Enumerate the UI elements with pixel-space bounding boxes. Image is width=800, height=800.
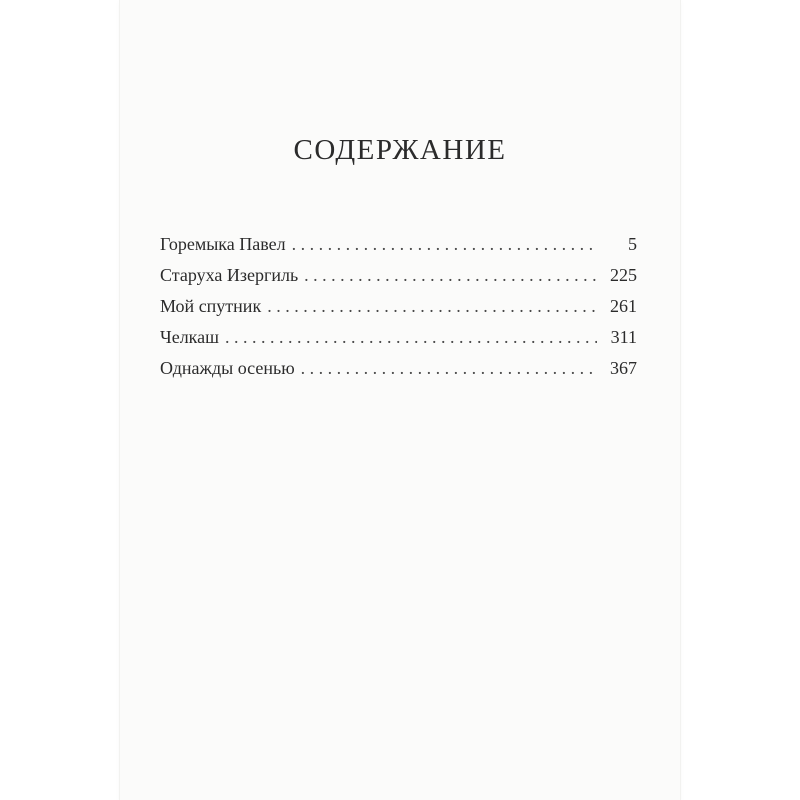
- dot-leader: [225, 327, 597, 348]
- toc-entry-title: Мой спутник: [160, 296, 262, 316]
- toc-entry-3: [160, 296, 637, 327]
- toc-entry-title: Старуха Изергиль: [160, 265, 299, 285]
- toc-entry-title: Челкаш: [160, 327, 219, 347]
- dot-leader: [304, 265, 597, 286]
- toc-entry-1: [160, 234, 637, 265]
- toc-entry-page: 5: [628, 234, 637, 254]
- toc-entry-2: [160, 265, 637, 296]
- toc-entry-page: 261: [610, 296, 637, 316]
- toc-entry-5: [160, 358, 637, 389]
- toc-entry-page: 367: [610, 358, 637, 378]
- table-of-contents: [160, 234, 637, 389]
- toc-entry-page: 311: [610, 327, 637, 347]
- page-title: СОДЕРЖАНИЕ: [293, 134, 507, 166]
- toc-entry-title: Однажды осенью: [160, 358, 295, 378]
- dot-leader: [267, 296, 597, 317]
- book-page: [120, 0, 680, 800]
- toc-entry-page: 225: [610, 265, 637, 285]
- dot-leader: [301, 358, 597, 379]
- toc-entry-title: Горемыка Павел: [160, 234, 286, 254]
- dot-leader: [292, 234, 597, 255]
- toc-entry-4: [160, 327, 637, 358]
